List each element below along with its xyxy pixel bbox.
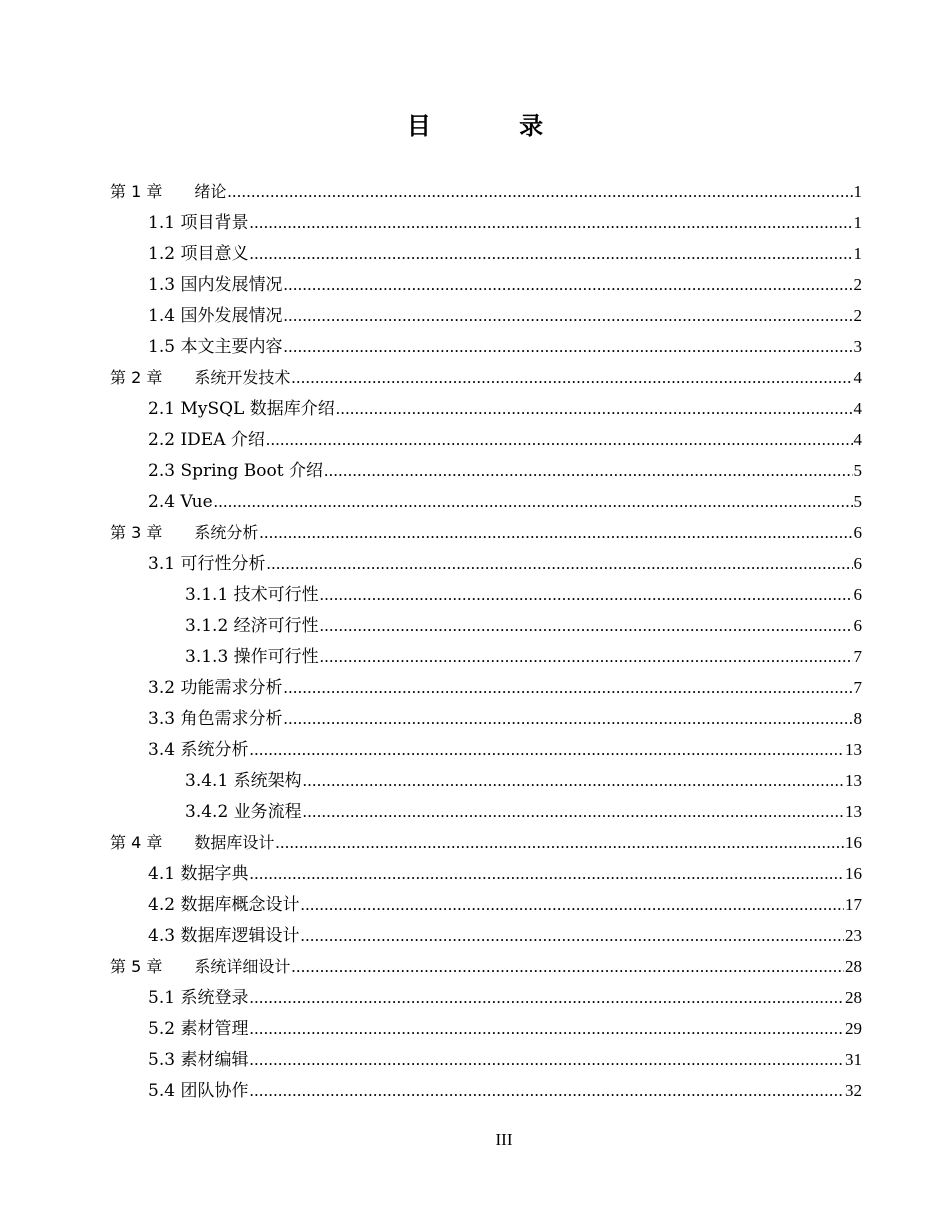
toc-entry-label: 3.1.1 技术可行性 [185, 585, 319, 605]
toc-entry-page: 31 [845, 1050, 862, 1069]
toc-leader-dots [303, 765, 844, 796]
toc-section-entry[interactable] [110, 300, 862, 331]
toc-entry-label: 1.5 本文主要内容 [148, 337, 283, 357]
toc-leader-dots [283, 300, 852, 331]
toc-entry-label: 5.4 团队协作 [148, 1081, 249, 1101]
toc-leader-dots [266, 548, 852, 579]
toc-leader-dots [249, 1044, 844, 1075]
toc-entry-page: 7 [853, 647, 862, 666]
toc-leader-dots [249, 1013, 844, 1044]
toc-entry-page: 4 [853, 368, 862, 387]
toc-leader-dots [291, 362, 852, 393]
toc-entry-page: 16 [845, 833, 862, 852]
toc-subsection-entry[interactable] [110, 610, 862, 641]
toc-entry-page: 23 [845, 926, 862, 945]
toc-entry-page: 6 [853, 585, 862, 604]
toc-chapter-entry[interactable] [110, 951, 862, 982]
toc-leader-dots [227, 176, 852, 207]
toc-entry-page: 8 [853, 709, 862, 728]
toc-section-entry[interactable] [110, 1013, 862, 1044]
toc-section-entry[interactable] [110, 393, 862, 424]
toc-section-entry[interactable] [110, 1044, 862, 1075]
toc-subsection-entry[interactable] [110, 796, 862, 827]
toc-entry-page: 1 [853, 182, 862, 201]
toc-entry-label: 1.3 国内发展情况 [148, 275, 283, 295]
toc-entry-page: 2 [853, 306, 862, 325]
toc-entry-page: 16 [845, 864, 862, 883]
toc-leader-dots [300, 889, 844, 920]
toc-entry-label: 4.3 数据库逻辑设计 [148, 926, 300, 946]
toc-entry-label: 5.1 系统登录 [148, 988, 249, 1008]
toc-section-entry[interactable] [110, 269, 862, 300]
toc-entry-label: 5.3 素材编辑 [148, 1050, 249, 1070]
toc-entry-label: 1.4 国外发展情况 [148, 306, 283, 326]
toc-subsection-entry[interactable] [110, 641, 862, 672]
toc-section-entry[interactable] [110, 703, 862, 734]
toc-entry-label: 1.2 项目意义 [148, 244, 249, 264]
toc-entry-page: 28 [845, 957, 862, 976]
toc-chapter-entry[interactable] [110, 176, 862, 207]
toc-entry-label: 第 5 章 系统详细设计 [110, 957, 291, 976]
toc-entry-page: 5 [853, 492, 862, 511]
toc-entry-page: 29 [845, 1019, 862, 1038]
toc-section-entry[interactable] [110, 889, 862, 920]
toc-leader-dots [283, 703, 852, 734]
toc-leader-dots [283, 672, 852, 703]
toc-entry-page: 4 [853, 430, 862, 449]
toc-section-entry[interactable] [110, 238, 862, 269]
toc-leader-dots [320, 579, 853, 610]
toc-leader-dots [275, 827, 844, 858]
toc-leader-dots [291, 951, 844, 982]
toc-entry-page: 3 [853, 337, 862, 356]
toc-section-entry[interactable] [110, 486, 862, 517]
toc-chapter-entry[interactable] [110, 362, 862, 393]
toc-entry-page: 4 [853, 399, 862, 418]
toc-chapter-entry[interactable] [110, 517, 862, 548]
toc-section-entry[interactable] [110, 424, 862, 455]
toc-entry-label: 3.4 系统分析 [148, 740, 249, 760]
toc-section-entry[interactable] [110, 858, 862, 889]
page-title: 目 录 [406, 112, 584, 140]
toc-chapter-entry[interactable] [110, 827, 862, 858]
toc-entry-label: 2.3 Spring Boot 介绍 [148, 461, 323, 481]
toc-entry-page: 1 [853, 244, 862, 263]
toc-leader-dots [300, 920, 844, 951]
toc-leader-dots [214, 486, 853, 517]
toc-leader-dots [283, 269, 852, 300]
toc-section-entry[interactable] [110, 548, 862, 579]
toc-section-entry[interactable] [110, 207, 862, 238]
toc-entry-label: 4.1 数据字典 [148, 864, 249, 884]
toc-leader-dots [259, 517, 852, 548]
toc-entry-page: 5 [853, 461, 862, 480]
toc-entry-label: 第 3 章 系统分析 [110, 523, 259, 542]
toc-entry-page: 6 [853, 523, 862, 542]
toc-subsection-entry[interactable] [110, 765, 862, 796]
toc-entry-label: 第 1 章 绪论 [110, 182, 227, 201]
toc-leader-dots [249, 1075, 844, 1106]
toc-leader-dots [266, 424, 853, 455]
toc-leader-dots [320, 610, 853, 641]
toc-entry-page: 17 [845, 895, 862, 914]
toc-entry-page: 28 [845, 988, 862, 1007]
toc-entry-page: 2 [853, 275, 862, 294]
toc-subsection-entry[interactable] [110, 579, 862, 610]
toc-leader-dots [249, 207, 852, 238]
toc-entry-page: 13 [845, 802, 862, 821]
toc-entry-label: 3.2 功能需求分析 [148, 678, 283, 698]
toc-entry-label: 2.4 Vue [148, 492, 213, 512]
toc-entry-label: 第 4 章 数据库设计 [110, 833, 275, 852]
toc-leader-dots [249, 734, 844, 765]
toc-leader-dots [320, 641, 853, 672]
toc-entry-label: 1.1 项目背景 [148, 213, 249, 233]
toc-entry-page: 1 [853, 213, 862, 232]
toc-entry-label: 5.2 素材管理 [148, 1019, 249, 1039]
toc-entry-label: 3.4.1 系统架构 [185, 771, 302, 791]
toc-entry-page: 6 [853, 616, 862, 635]
toc-entry-label: 3.1.3 操作可行性 [185, 647, 319, 667]
table-of-contents [110, 176, 862, 1106]
toc-entry-page: 6 [853, 554, 862, 573]
toc-leader-dots [283, 331, 852, 362]
toc-entry-page: 13 [845, 740, 862, 759]
toc-entry-label: 第 2 章 系统开发技术 [110, 368, 291, 387]
toc-entry-label: 2.1 MySQL 数据库介绍 [148, 399, 335, 419]
toc-entry-page: 13 [845, 771, 862, 790]
toc-section-entry[interactable] [110, 331, 862, 362]
toc-entry-page: 7 [853, 678, 862, 697]
toc-section-entry[interactable] [110, 455, 862, 486]
toc-entry-label: 3.1 可行性分析 [148, 554, 266, 574]
toc-leader-dots [324, 455, 853, 486]
toc-section-entry[interactable] [110, 672, 862, 703]
toc-entry-label: 4.2 数据库概念设计 [148, 895, 300, 915]
toc-section-entry[interactable] [110, 982, 862, 1013]
toc-leader-dots [249, 858, 844, 889]
toc-leader-dots [249, 982, 844, 1013]
toc-section-entry[interactable] [110, 920, 862, 951]
toc-leader-dots [249, 238, 852, 269]
toc-entry-label: 3.3 角色需求分析 [148, 709, 283, 729]
toc-leader-dots [336, 393, 853, 424]
toc-entry-page: 32 [845, 1081, 862, 1100]
toc-section-entry[interactable] [110, 1075, 862, 1106]
toc-leader-dots [303, 796, 844, 827]
toc-entry-label: 3.4.2 业务流程 [185, 802, 302, 822]
toc-section-entry[interactable] [110, 734, 862, 765]
toc-entry-label: 2.2 IDEA 介绍 [148, 430, 265, 450]
page-number-footer: III [495, 1130, 513, 1149]
toc-entry-label: 3.1.2 经济可行性 [185, 616, 319, 636]
